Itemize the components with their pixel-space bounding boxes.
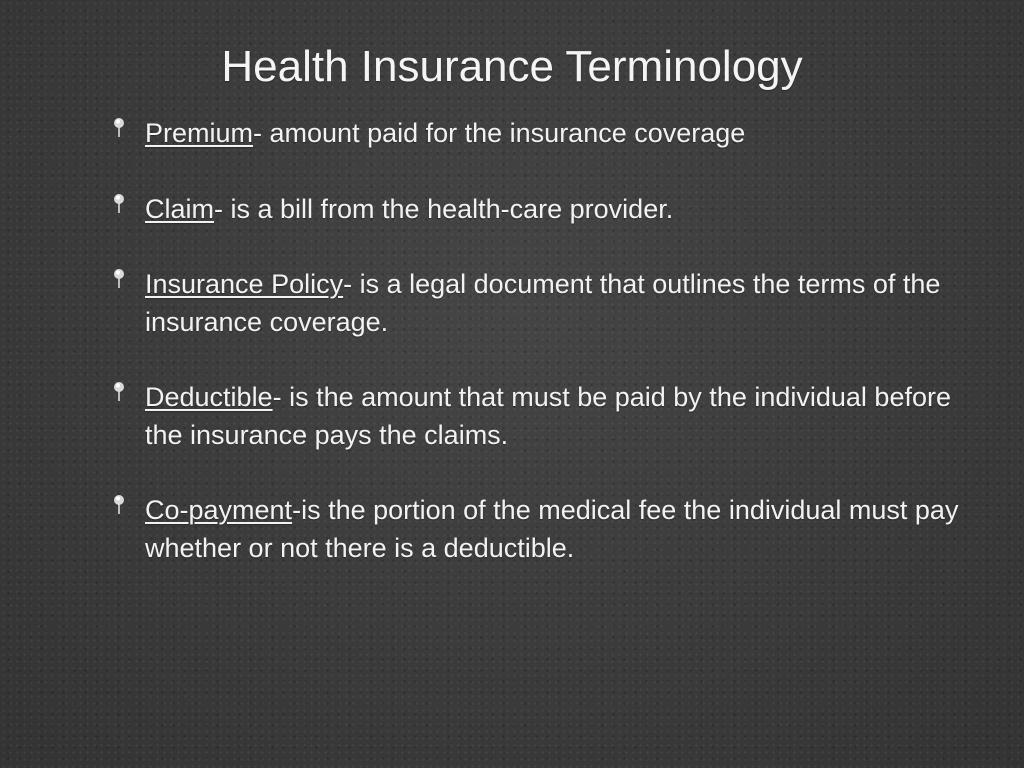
term-premium: Premium [145, 118, 254, 148]
pushpin-icon [112, 192, 126, 214]
definition-co-payment: -is the portion of the medical fee the individual must pay whether or not there is a deductible. [145, 495, 959, 563]
bullet-item-claim [145, 190, 965, 228]
pushpin-icon [112, 267, 126, 289]
bullet-item-co-payment [145, 491, 965, 567]
term-insurance-policy: Insurance Policy [145, 269, 344, 299]
term-co-payment: Co-payment [145, 495, 293, 525]
pushpin-icon [112, 493, 126, 515]
definition-claim: - is a bill from the health-care provider. [214, 194, 674, 224]
pushpin-icon [112, 116, 126, 138]
definition-premium: - amount paid for the insurance coverage [253, 118, 746, 148]
definition-deductible: - is the amount that must be paid by the individual before the insurance pays the claims. [145, 382, 951, 450]
definition-insurance-policy: - is a legal document that outlines the terms of the insurance coverage. [145, 269, 941, 337]
term-claim: Claim [145, 194, 215, 224]
bullet-item-insurance-policy [145, 265, 965, 341]
bullet-item-premium [145, 114, 965, 152]
slide-title: Health Insurance Terminology [221, 42, 803, 91]
bullet-item-deductible [145, 378, 965, 454]
pushpin-icon [112, 380, 126, 402]
term-deductible: Deductible [145, 382, 273, 412]
